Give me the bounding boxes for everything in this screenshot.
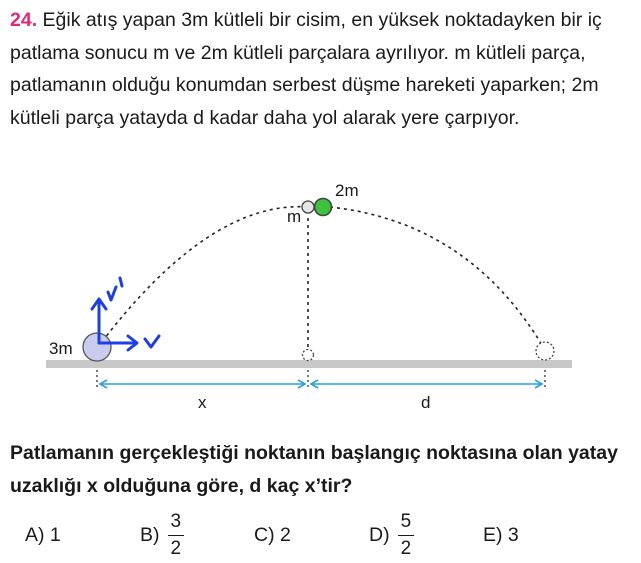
question-text-block bbox=[10, 4, 635, 134]
option-d-numerator: 5 bbox=[400, 510, 412, 532]
fraction-bar bbox=[168, 535, 184, 536]
option-d-label: D) bbox=[369, 523, 390, 546]
landing-m bbox=[303, 350, 314, 361]
option-a-value: 1 bbox=[49, 523, 61, 546]
landing-2m bbox=[536, 342, 554, 360]
dimension-x bbox=[100, 380, 305, 388]
trajectory-2m-piece bbox=[330, 207, 545, 350]
option-e[interactable] bbox=[483, 510, 519, 560]
option-b-label: B) bbox=[140, 523, 160, 546]
option-e-value: 3 bbox=[507, 523, 519, 546]
option-a[interactable] bbox=[25, 510, 61, 560]
projectile-figure bbox=[0, 170, 641, 420]
option-b-fraction bbox=[168, 511, 185, 560]
question-prompt: Patlamanın gerçekleştiği noktanın başlangıç noktasına olan yatay uzaklığı x olduğuna göre, d kaç x’tir? bbox=[10, 442, 618, 497]
option-b-denominator: 2 bbox=[170, 537, 182, 559]
label-2m: 2m bbox=[335, 181, 359, 200]
question-number: 24. bbox=[10, 9, 38, 31]
option-a-label: A) bbox=[25, 523, 45, 546]
label-x: x bbox=[198, 393, 207, 412]
option-c[interactable] bbox=[254, 510, 291, 560]
dimension-d bbox=[311, 380, 542, 388]
option-c-value: 2 bbox=[280, 523, 291, 546]
trajectory-before-explosion bbox=[98, 207, 308, 347]
option-d-denominator: 2 bbox=[400, 537, 412, 559]
ball-m bbox=[302, 201, 314, 213]
option-d-fraction bbox=[398, 511, 415, 560]
label-m: m bbox=[287, 207, 302, 226]
ball-2m bbox=[315, 199, 332, 216]
label-d: d bbox=[421, 393, 431, 412]
ground bbox=[46, 360, 572, 368]
option-b[interactable] bbox=[140, 510, 184, 560]
option-e-label: E) bbox=[483, 523, 503, 546]
ball-3m bbox=[83, 333, 111, 361]
fraction-bar bbox=[398, 535, 414, 536]
option-c-label: C) bbox=[254, 523, 275, 546]
option-b-numerator: 3 bbox=[170, 510, 182, 532]
question-text: Eğik atış yapan 3m kütleli bir cisim, en yüksek noktadayken bir iç patlama sonucu m ve 2m kütleli parçalara ayrılıyor. m kütleli parça, patlamanın olduğu konumdan serbest düşme hareketi yaparken; 2m kütleli parça yatayda d kadar daha yol alarak yere çarpıyor. bbox=[10, 9, 602, 129]
option-d[interactable] bbox=[369, 510, 414, 560]
label-3m: 3m bbox=[49, 339, 73, 358]
